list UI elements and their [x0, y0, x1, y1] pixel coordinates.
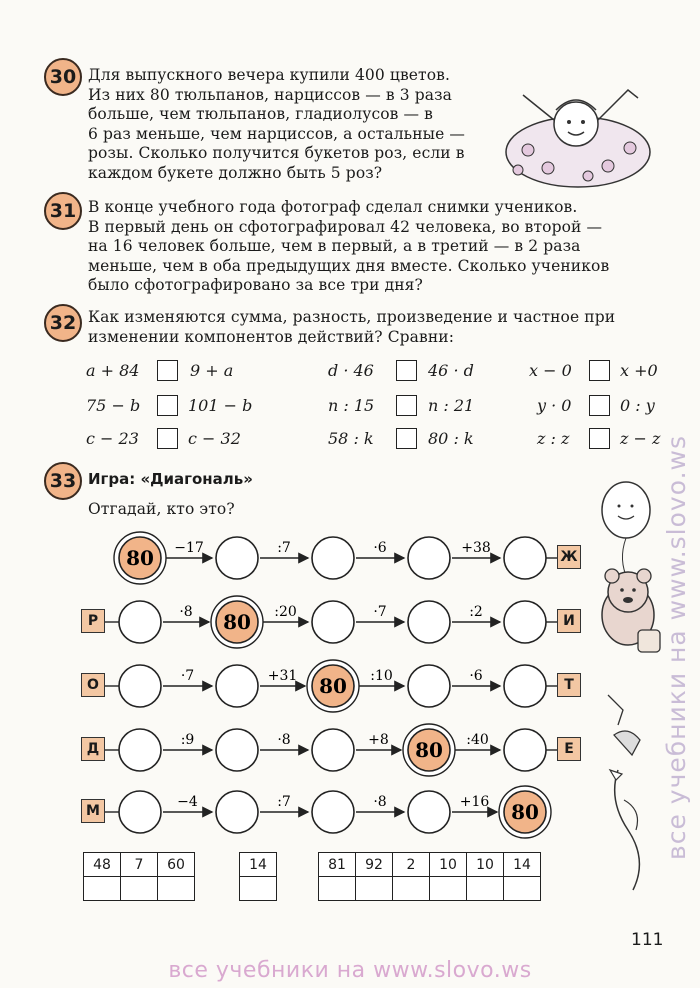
problem-33-number: 33 — [44, 462, 82, 500]
comparison-left: z : z — [537, 429, 570, 448]
comparison-left: d · 46 — [328, 361, 374, 380]
operation-label: :20 — [274, 604, 297, 620]
answer-letter-cell[interactable] — [356, 877, 393, 901]
watermark-side: все учебники на www.slovo.ws — [662, 435, 691, 860]
operation-label: :10 — [370, 668, 393, 684]
answer-circle[interactable] — [408, 665, 450, 707]
operation-label: +8 — [368, 732, 389, 748]
operation-label: :7 — [277, 794, 291, 810]
comparison-box[interactable] — [157, 360, 178, 381]
answer-circle[interactable] — [408, 791, 450, 833]
answer-letter-cell[interactable] — [240, 877, 277, 901]
page-number: 111 — [631, 930, 664, 950]
comparison-box[interactable] — [157, 395, 178, 416]
comparison-box[interactable] — [589, 360, 610, 381]
comparison-right: 0 : y — [620, 396, 655, 415]
operation-label: −4 — [177, 794, 198, 810]
answer-circle[interactable] — [504, 537, 546, 579]
letter-tile: О — [81, 673, 105, 697]
comparison-left: 58 : k — [328, 429, 374, 448]
answer-circle[interactable] — [312, 791, 354, 833]
operation-label: −17 — [174, 540, 204, 556]
comparison-left: a + 84 — [86, 361, 140, 380]
answer-letter-cell[interactable] — [430, 877, 467, 901]
problem-32-text: Как изменяются сумма, разность, произведение и частное при изменении компонентов действий? Сравни: — [88, 308, 616, 346]
problem-30-number: 30 — [44, 58, 82, 96]
comparison-left: x − 0 — [529, 361, 572, 380]
comparison-right: n : 21 — [428, 396, 475, 415]
answer-circle[interactable] — [119, 791, 161, 833]
letter-tile: Т — [557, 673, 581, 697]
operation-label: :7 — [277, 540, 291, 556]
operation-label: ·7 — [373, 604, 387, 620]
comparison-box[interactable] — [396, 395, 417, 416]
answer-circle[interactable] — [504, 729, 546, 771]
start-value-text: 80 — [126, 546, 154, 570]
answer-key-cell: 7 — [121, 853, 158, 877]
answer-letter-cell[interactable] — [393, 877, 430, 901]
answer-key-cell: 14 — [504, 853, 541, 877]
comparison-left: 75 − b — [86, 396, 141, 415]
problem-32-number: 32 — [44, 304, 82, 342]
answer-letter-cell[interactable] — [319, 877, 356, 901]
problem-30-text: Для выпускного вечера купили 400 цветов. Из них 80 тюльпанов, нарциссов — в 3 раза больше, чем тюльпанов, гладиолусов — в 6 раз меньше, чем нарциссов, а остальные — розы. Сколько получится букетов роз, если в каждом букете должно быть 5 роз? — [88, 66, 465, 182]
operation-label: ·7 — [180, 668, 195, 684]
answer-circle[interactable] — [216, 791, 258, 833]
answer-circle[interactable] — [119, 665, 161, 707]
operation-label: ·8 — [179, 604, 193, 620]
start-value-text: 80 — [511, 800, 539, 824]
answer-key-cell: 10 — [430, 853, 467, 877]
comparison-right: 9 + a — [190, 361, 234, 380]
comparison-left: c − 23 — [86, 429, 139, 448]
operation-label: ·6 — [469, 668, 483, 684]
comparison-right: 80 : k — [428, 429, 474, 448]
comparison-box[interactable] — [396, 360, 417, 381]
answer-circle[interactable] — [216, 665, 258, 707]
operation-label: +31 — [267, 668, 298, 684]
answer-letter-cell[interactable] — [504, 877, 541, 901]
comparison-box[interactable] — [157, 428, 178, 449]
answer-circle[interactable] — [408, 601, 450, 643]
answer-circle[interactable] — [216, 729, 258, 771]
start-value-text: 80 — [223, 610, 251, 634]
problem-33-title: Игра: «Диагональ» — [88, 470, 253, 488]
answer-key-cell: 2 — [393, 853, 430, 877]
answer-table-1 — [83, 852, 195, 901]
comparison-left: y · 0 — [537, 396, 572, 415]
letter-tile: Д — [81, 737, 105, 761]
answer-circle[interactable] — [216, 537, 258, 579]
operation-label: :2 — [469, 604, 483, 620]
operation-label: :9 — [180, 732, 195, 748]
comparison-right: z − z — [620, 429, 661, 448]
comparison-right: c − 32 — [188, 429, 241, 448]
answer-circle[interactable] — [312, 601, 354, 643]
answer-letter-cell[interactable] — [121, 877, 158, 901]
answer-letter-cell[interactable] — [158, 877, 195, 901]
letter-tile: Ж — [557, 545, 581, 569]
answer-circle[interactable] — [119, 601, 161, 643]
answer-table-3 — [318, 852, 541, 901]
comparison-box[interactable] — [396, 428, 417, 449]
operation-label: ·8 — [373, 794, 387, 810]
answer-table-2 — [239, 852, 277, 901]
answer-circle[interactable] — [312, 537, 354, 579]
animals-illustration — [588, 480, 668, 900]
operation-label: +16 — [459, 794, 490, 810]
letter-tile: И — [557, 609, 581, 633]
comparison-box[interactable] — [589, 428, 610, 449]
comparison-right: 46 · d — [428, 361, 474, 380]
operation-label: ·6 — [373, 540, 387, 556]
answer-circle[interactable] — [504, 665, 546, 707]
answer-letter-cell[interactable] — [84, 877, 121, 901]
child-with-flowers-illustration — [498, 80, 658, 195]
answer-circle[interactable] — [312, 729, 354, 771]
problem-31-number: 31 — [44, 192, 82, 230]
answer-key-cell: 48 — [84, 853, 121, 877]
operation-label: +38 — [461, 540, 491, 556]
operation-label: ·8 — [277, 732, 291, 748]
problem-31-text: В конце учебного года фотограф сделал снимки учеников. В первый день он сфотографировал 42 человека, во второй — на 16 человек больше, чем в первый, а в третий — в 2 раза меньше, чем в оба предыдущих дня вместе. Сколько учеников было сфотографировано за все три дня? — [88, 198, 610, 294]
start-value-text: 80 — [319, 674, 347, 698]
answer-key-cell: 14 — [240, 853, 277, 877]
comparison-box[interactable] — [589, 395, 610, 416]
answer-key-cell: 81 — [319, 853, 356, 877]
letter-tile: Р — [81, 609, 105, 633]
comparison-left: n : 15 — [328, 396, 375, 415]
answer-key-cell: 10 — [467, 853, 504, 877]
answer-key-cell: 92 — [356, 853, 393, 877]
operation-label: :40 — [466, 732, 489, 748]
comparison-right: x +0 — [620, 361, 658, 380]
answer-letter-cell[interactable] — [467, 877, 504, 901]
letter-tile: М — [81, 799, 105, 823]
watermark-bottom: все учебники на www.slovo.ws — [168, 958, 532, 983]
answer-circle[interactable] — [119, 729, 161, 771]
problem-33-subtitle: Отгадай, кто это? — [88, 500, 235, 518]
answer-key-cell: 60 — [158, 853, 195, 877]
answer-circle[interactable] — [408, 537, 450, 579]
answer-circle[interactable] — [504, 601, 546, 643]
comparison-right: 101 − b — [188, 396, 253, 415]
letter-tile: Е — [557, 737, 581, 761]
start-value-text: 80 — [415, 738, 443, 762]
